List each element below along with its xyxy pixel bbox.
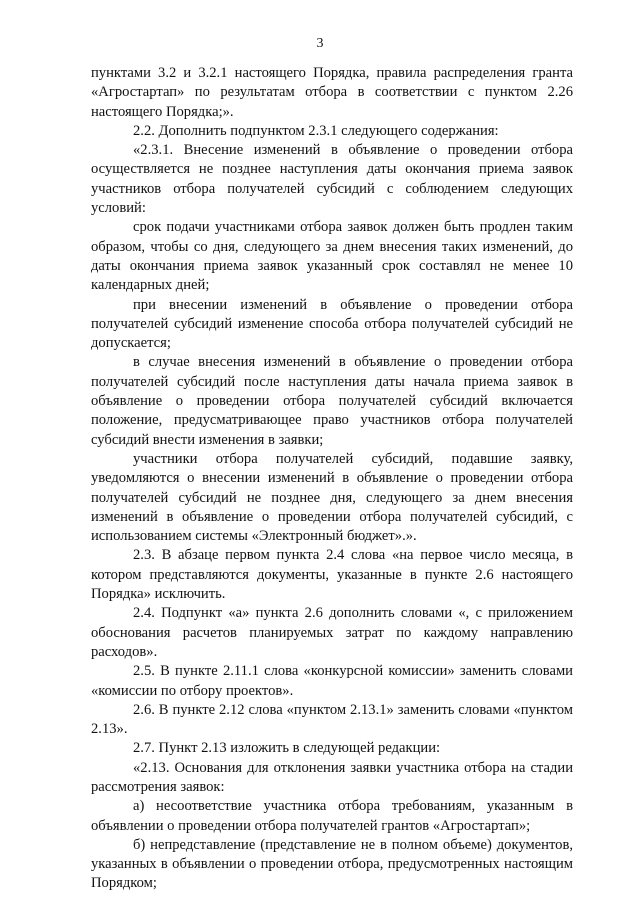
paragraph-2-13: «2.13. Основания для отклонения заявки участника отбора на стадии рассмотрения заявок: xyxy=(91,759,573,795)
paragraph-ground-b: б) непредставление (представление не в полном объеме) документов, указанных в объявлении о проведении отбора, предусмотренных настоящим Порядком; xyxy=(91,836,573,892)
paragraph-2-3: 2.3. В абзаце первом пункта 2.4 слова «на первое число месяца, в котором представляются документы, указанные в пункте 2.6 настоящего Порядка» исключить. xyxy=(91,547,573,603)
paragraph-condition-deadline: срок подачи участниками отбора заявок должен быть продлен таким образом, чтобы со дня, следующего за днем внесения таких изменений, до даты окончания приема заявок указанный срок составлял не менее 10 календарных дней; xyxy=(91,219,573,294)
paragraph-2-5: 2.5. В пункте 2.11.1 слова «конкурсной комиссии» заменить словами «комиссии по отбору проектов». xyxy=(91,663,573,699)
paragraph-2-3-1: «2.3.1. Внесение изменений в объявление о проведении отбора осуществляется не позднее наступления даты окончания приема заявок участников отбора получателей субсидий с соблюдением следующих условий: xyxy=(91,142,573,217)
paragraph-continuation: пунктами 3.2 и 3.2.1 настоящего Порядка, правила распределения гранта «Агростартап» по результатам отбора в соответствии с пунктом 2.26 настоящего Порядка;». xyxy=(91,65,573,120)
paragraph-2-4: 2.4. Подпункт «а» пункта 2.6 дополнить словами «, с приложением обоснования расчетов планируемых затрат по каждому направлению расходов». xyxy=(91,605,573,660)
paragraph-condition-method: при внесении изменений в объявление о проведении отбора получателей субсидий изменение способа отбора получателей субсидий не допускается; xyxy=(91,296,573,352)
paragraph-ground-a: а) несоответствие участника отбора требованиям, указанным в объявлении о проведении отбора получателей грантов «Агростартап»; xyxy=(91,798,573,834)
paragraph-2-2: 2.2. Дополнить подпунктом 2.3.1 следующего содержания: xyxy=(133,122,499,139)
paragraph-2-7: 2.7. Пункт 2.13 изложить в следующей редакции: xyxy=(133,740,441,757)
paragraph-condition-notice: участники отбора получателей субсидий, подавшие заявку, уведомляются о внесении изменений в объявление о проведении отбора получателей субсидий не позднее дня, следующего за днем внесения изменений в объявление о проведении отбора получателей субсидий, с использованием системы «Электронный бюджет».». xyxy=(91,450,573,545)
paragraph-2-6: 2.6. В пункте 2.12 слова «пунктом 2.13.1» заменить словами «пунктом 2.13». xyxy=(91,701,573,738)
paragraph-condition-changes: в случае внесения изменений в объявление о проведении отбора получателей субсидий после наступления даты начала приема заявок в объявление о проведении отбора получателей субсидий включается положение, предусматривающее право участников отбора получателей субсидий внести изменения в заявки; xyxy=(91,354,573,448)
document-body xyxy=(91,64,573,894)
page-number: 3 xyxy=(316,36,324,51)
